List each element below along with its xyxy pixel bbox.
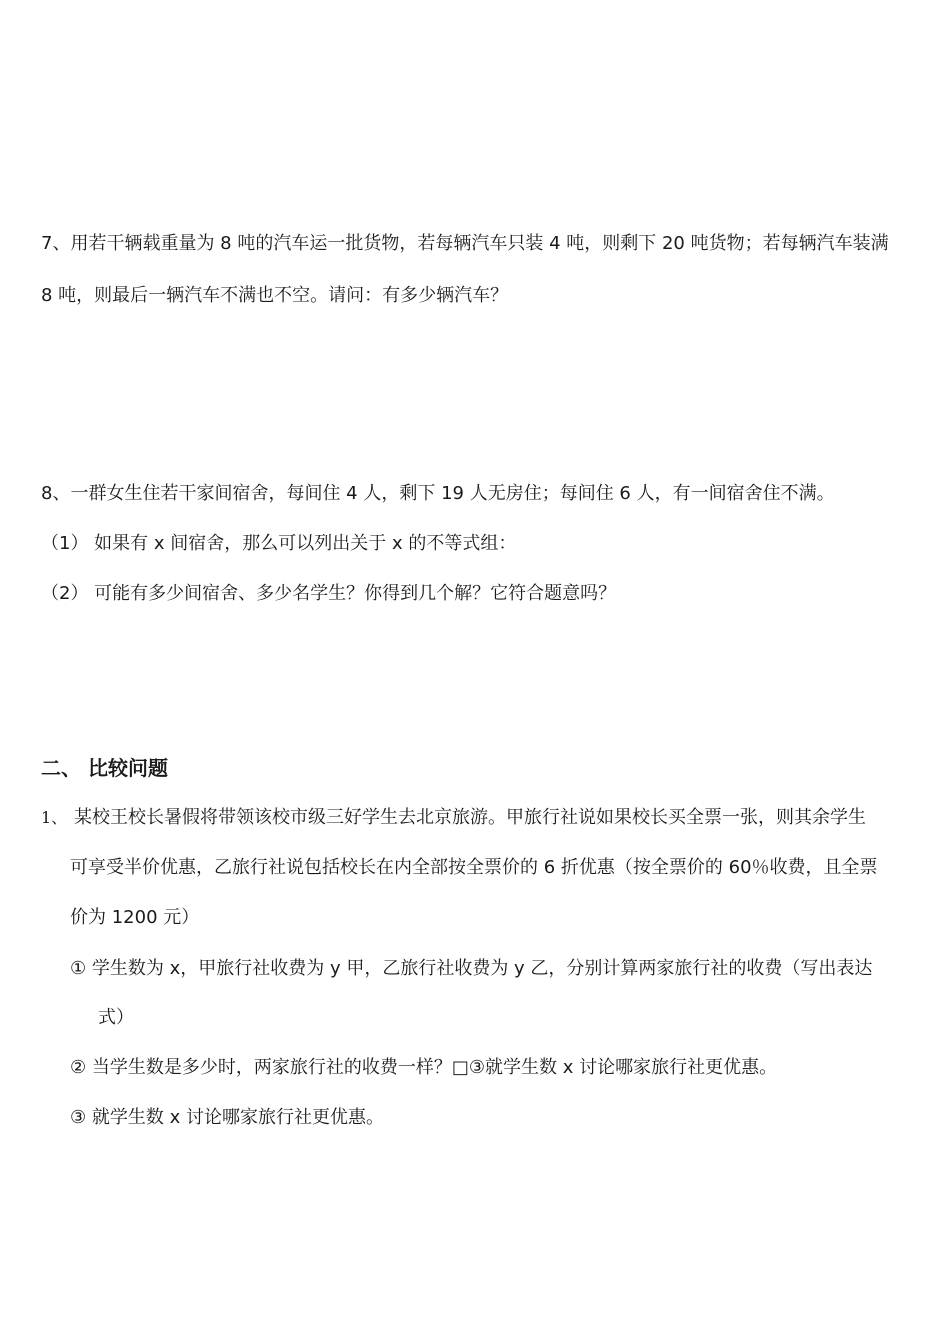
- question-1-line-2: 可享受半价优惠，乙旅行社说包括校长在内全部按全票价的 6 折优惠（按全票价的 60％收费，且全票: [70, 857, 878, 878]
- question-1-number: 1、: [41, 808, 68, 827]
- section-2-heading: 二、 比较问题: [41, 756, 168, 780]
- problem-8-subquestion-1: （1） 如果有 x 间宿舍，那么可以列出关于 x 的不等式组：: [41, 533, 517, 554]
- question-1-item-2: ② 当学生数是多少时，两家旅行社的收费一样？□③就学生数 x 讨论哪家旅行社更优惠。: [70, 1057, 778, 1078]
- question-1-item-1-line-2: 式）: [98, 1007, 134, 1028]
- question-1-item-1-line-1: ① 学生数为 x，甲旅行社收费为 y 甲，乙旅行社收费为 y 乙，分别计算两家旅行社的收费（写出表达: [70, 958, 873, 979]
- problem-8-subquestion-2: （2） 可能有多少间宿舍、多少名学生？你得到几个解？它符合题意吗？: [41, 583, 617, 604]
- problem-7-line-1: 7、用若干辆载重量为 8 吨的汽车运一批货物，若每辆汽车只装 4 吨，则剩下 20 吨货物；若每辆汽车装满: [41, 233, 889, 254]
- problem-7-line-2: 8 吨，则最后一辆汽车不满也不空。请问：有多少辆汽车？: [41, 285, 509, 306]
- question-1-line-1: 某校王校长暑假将带领该校市级三好学生去北京旅游。甲旅行社说如果校长买全票一张，则其余学生: [74, 807, 866, 828]
- problem-8-line-1: 8、一群女生住若干家间宿舍，每间住 4 人，剩下 19 人无房住；每间住 6 人，有一间宿舍住不满。: [41, 483, 835, 504]
- question-1-line-3: 价为 1200 元）: [70, 907, 200, 928]
- question-1-item-3: ③ 就学生数 x 讨论哪家旅行社更优惠。: [70, 1107, 384, 1128]
